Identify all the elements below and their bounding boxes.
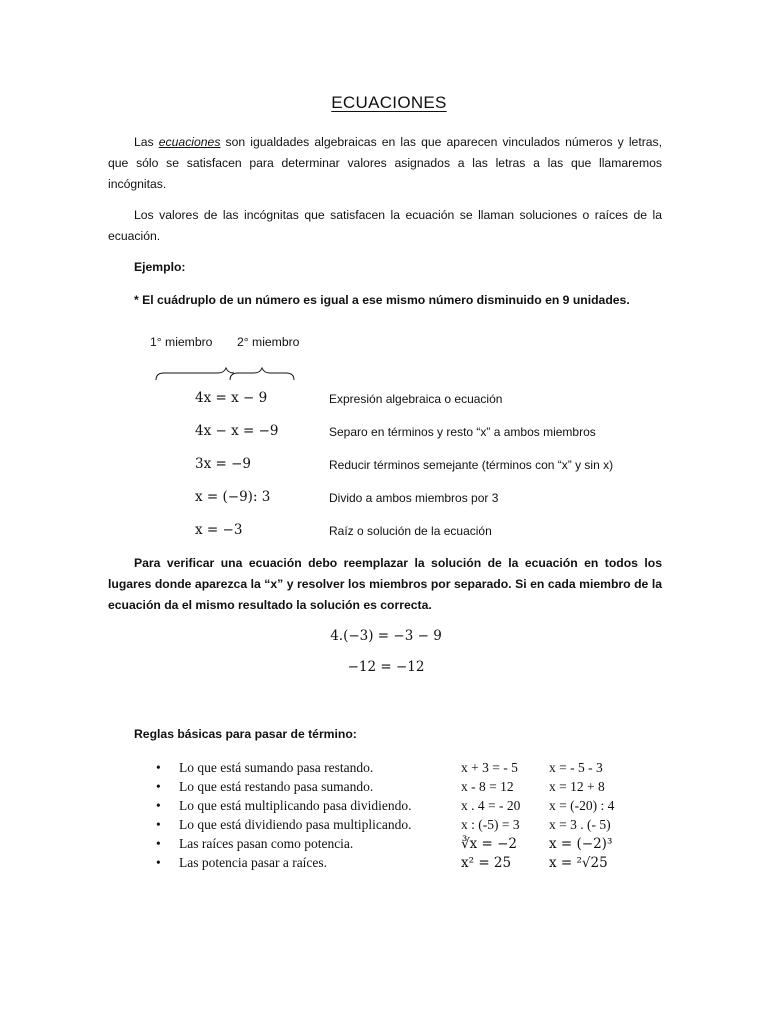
bullet-icon: •: [156, 817, 161, 832]
step-description: Reducir términos semejante (términos con “x” y sin x): [329, 458, 614, 472]
rule-example: ∛x = −2: [461, 836, 518, 852]
member-braces: [150, 366, 300, 382]
verify-paragraph: [108, 553, 662, 616]
rule-example: x - 8 = 12: [461, 779, 514, 794]
step-description: Divido a ambos miembros por 3: [329, 491, 499, 505]
example-heading: Ejemplo:: [134, 260, 186, 274]
list-item: [156, 817, 676, 836]
bullet-icon: •: [156, 836, 161, 851]
list-item: [156, 855, 676, 874]
rule-text: Las raíces pasan como potencia.: [179, 836, 354, 851]
rule-result: x = - 5 - 3: [549, 760, 603, 775]
list-item: [156, 836, 676, 855]
list-item: [156, 798, 676, 817]
solutions-paragraph: [108, 205, 662, 247]
rule-text: Lo que está sumando pasa restando.: [179, 760, 374, 775]
example-statement: * El cuádruplo de un número es igual a ese mismo número disminuido en 9 unidades.: [134, 293, 630, 307]
step-equation: x = (−9): 3: [195, 489, 271, 505]
verify-text: Para verificar una ecuación debo reemplazar la solución de la ecuación en todos los lugares donde aparezca la “x” y resolver los miembros por separado. Si en cada miembro de la ecuación da el mismo resultado la solución es correcta.: [108, 556, 662, 612]
rules-list: [156, 760, 676, 874]
rule-result: x = (−2)³: [549, 836, 613, 852]
step-description: Separo en términos y resto “x” a ambos miembros: [329, 425, 596, 439]
verification-line-2: −12 = −12: [347, 659, 425, 675]
second-member-brace: [230, 368, 294, 380]
rule-example: x + 3 = - 5: [461, 760, 518, 775]
first-member-brace: [156, 368, 234, 380]
page-title: ECUACIONES: [331, 93, 447, 112]
first-member-label: 1° miembro: [150, 335, 213, 349]
step-equation: 3x = −9: [195, 456, 251, 472]
rule-result: x = 3 . (- 5): [549, 817, 611, 832]
step-equation: x = −3: [195, 522, 243, 538]
rule-text: Lo que está multiplicando pasa dividiendo.: [179, 798, 412, 813]
second-member-label: 2° miembro: [237, 335, 300, 349]
step-description: Expresión algebraica o ecuación: [329, 392, 503, 406]
rule-result: x = ²√25: [549, 855, 608, 871]
rule-result: x = (-20) : 4: [549, 798, 615, 813]
rules-heading: Reglas básicas para pasar de término:: [134, 727, 357, 741]
rule-example: x . 4 = - 20: [461, 798, 521, 813]
rule-text: Las potencia pasar a raíces.: [179, 855, 328, 870]
list-item: [156, 779, 676, 798]
rule-example: x : (-5) = 3: [461, 817, 520, 832]
step-equation: 4x − x = −9: [195, 423, 279, 439]
intro-lead: Las: [134, 135, 154, 149]
step-description: Raíz o solución de la ecuación: [329, 524, 492, 538]
bullet-icon: •: [156, 855, 161, 870]
intro-term: ecuaciones: [158, 135, 221, 149]
step-equation: 4x = x − 9: [195, 390, 268, 406]
rule-example: x² = 25: [461, 855, 512, 871]
rule-text: Lo que está dividiendo pasa multiplicando.: [179, 817, 412, 832]
bullet-icon: •: [156, 760, 161, 775]
rule-result: x = 12 + 8: [549, 779, 605, 794]
intro-paragraph: [108, 132, 662, 195]
bullet-icon: •: [156, 798, 161, 813]
verification-line-1: 4.(−3) = −3 − 9: [330, 628, 442, 644]
solutions-text: Los valores de las incógnitas que satisfacen la ecuación se llaman soluciones o raíces de la ecuación.: [108, 208, 662, 243]
rule-text: Lo que está restando pasa sumando.: [179, 779, 374, 794]
list-item: [156, 760, 676, 779]
bullet-icon: •: [156, 779, 161, 794]
intro-rest: son igualdades algebraicas en las que aparecen vinculados números y letras, que sólo se satisfacen para determinar valores asignados a las letras a las que llamaremos incógnitas.: [108, 135, 663, 191]
